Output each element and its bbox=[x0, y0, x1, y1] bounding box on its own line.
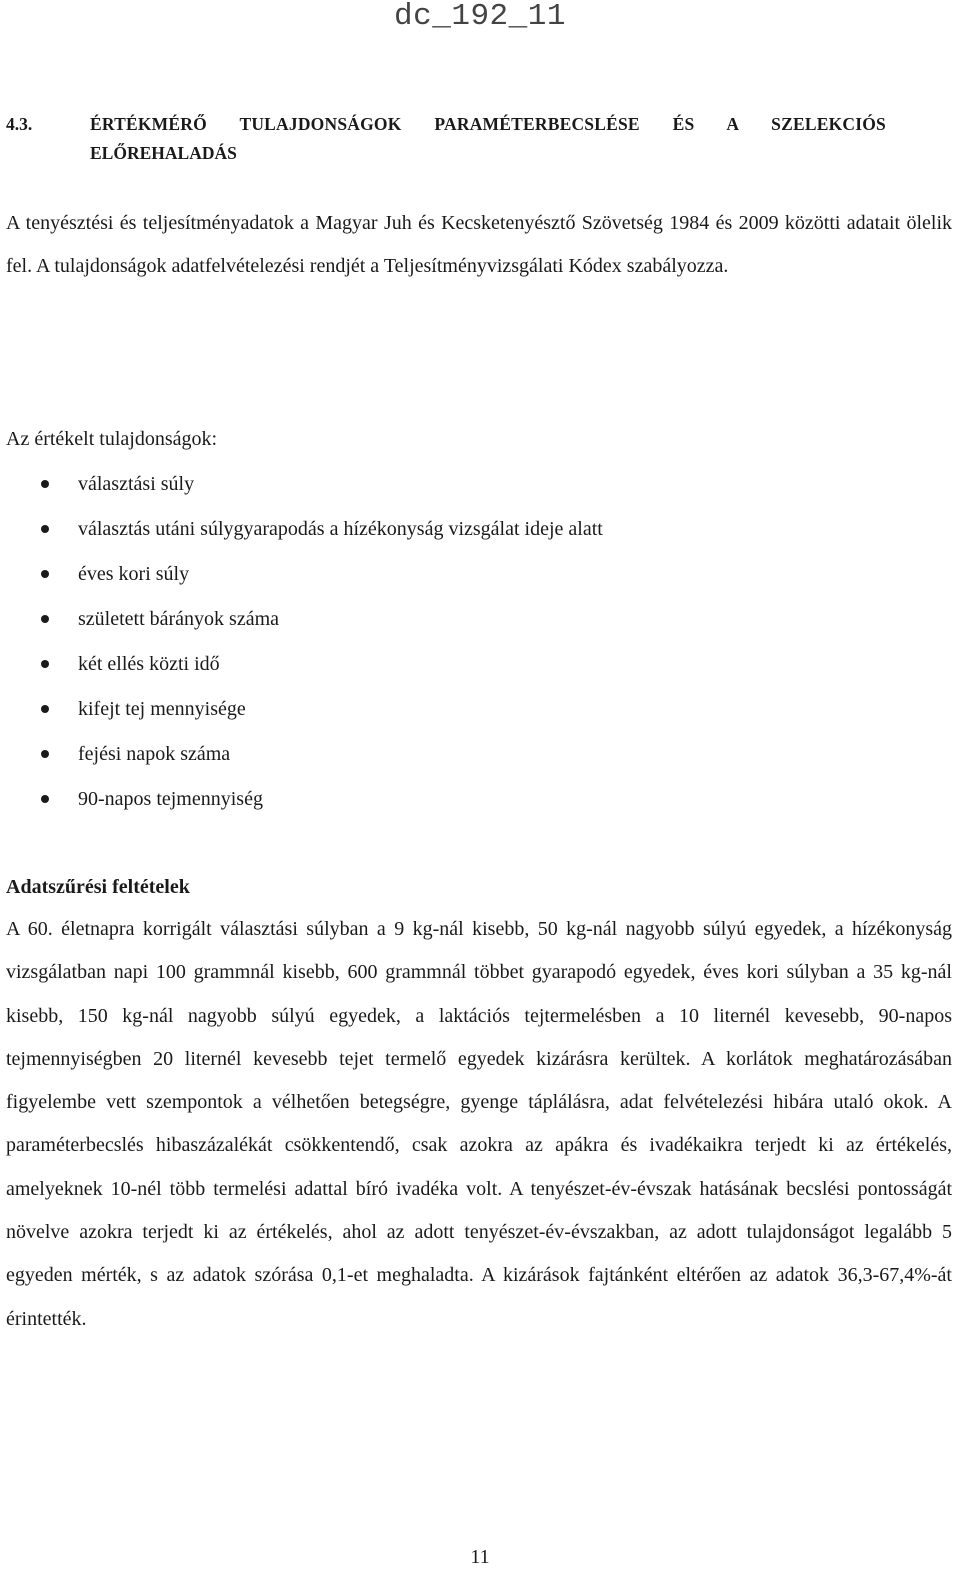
section-title-line-1: ÉRTÉKMÉRŐ TULAJDONSÁGOK PARAMÉTERBECSLÉSE ÉS A SZELEKCIÓS bbox=[90, 114, 886, 134]
list-item-text: éves kori súly bbox=[78, 563, 190, 585]
list-item-text: született bárányok száma bbox=[78, 608, 280, 630]
list-item bbox=[0, 469, 603, 514]
bullet-icon bbox=[41, 705, 49, 713]
list-item bbox=[0, 559, 603, 604]
traits-intro: Az értékelt tulajdonságok: bbox=[6, 428, 218, 450]
section-heading bbox=[6, 110, 886, 168]
list-item-text: választási súly bbox=[78, 473, 195, 495]
list-item-text: kifejt tej mennyisége bbox=[78, 698, 246, 720]
intro-paragraph: A tenyésztési és teljesítményadatok a Magyar Juh és Kecsketenyésztő Szövetség 1984 és 2009 közötti adatait ölelik fel. A tulajdonságok adatfelvételezési rendjét a Teljesítményvizsgálati Kódex szabályozza. bbox=[6, 212, 952, 278]
bullet-icon bbox=[41, 750, 49, 758]
bullet-icon bbox=[41, 795, 49, 803]
list-item-text: 90-napos tejmennyiség bbox=[78, 788, 263, 810]
list-item-text: két ellés közti idő bbox=[78, 653, 220, 675]
bullet-icon bbox=[41, 615, 49, 623]
list-item-text: fejési napok száma bbox=[78, 743, 231, 765]
list-item bbox=[0, 784, 603, 829]
list-item bbox=[0, 694, 603, 739]
list-item bbox=[0, 649, 603, 694]
list-item bbox=[0, 739, 603, 784]
page-number: 11 bbox=[470, 1546, 490, 1568]
filtering-paragraph: A 60. életnapra korrigált választási súlyban a 9 kg-nál kisebb, 50 kg-nál nagyobb súlyú egyedek, a hízékonyság vizsgálatban napi 100 grammnál kisebb, 600 grammnál többet gyarapodó egyedek, éves kori súlyban a 35 kg-nál kisebb, 150 kg-nál nagyobb súlyú egyedek, a laktációs tejtermelésben a 10 liternél kevesebb, 90-napos tejmennyiségben 20 liternél kevesebb tejet termelő egyedek kizárásra kerültek. A korlátok meghatározásában figyelembe vett szempontok a vélhetően betegségre, gyenge táplálásra, adat felvételezési hibára utaló okok. A paraméterbecslés hibaszázalékát csökkentendő, csak azokra az apákra és ivadékaikra terjedt ki az értékelés, amelyeknek 10-nél több termelési adattal bíró ivadéka volt. A tenyészet-év-évszak hatásának becslési pontosságát növelve azokra terjedt ki az értékelés, ahol az adott tenyészet-év-évszakban, az adott tulajdonságot legalább 5 egyeden mérték, s az adatok szórása 0,1-et meghaladta. A kizárások fajtánként eltérően az adatok 36,3-67,4%-át érintették. bbox=[6, 918, 952, 1330]
bullet-icon bbox=[41, 570, 49, 578]
list-item-text: választás utáni súlygyarapodás a hízékonyság vizsgálat ideje alatt bbox=[78, 518, 603, 540]
list-item bbox=[0, 604, 603, 649]
filtering-heading: Adatszűrési feltételek bbox=[6, 876, 190, 898]
list-item bbox=[0, 514, 603, 559]
bullet-icon bbox=[41, 525, 49, 533]
section-number: 4.3. bbox=[6, 114, 33, 134]
bullet-icon bbox=[41, 480, 49, 488]
section-title-line-2: ELŐREHALADÁS bbox=[90, 143, 237, 163]
traits-list bbox=[0, 469, 603, 829]
bullet-icon bbox=[41, 660, 49, 668]
document-id-watermark: dc_192_11 bbox=[394, 0, 566, 34]
